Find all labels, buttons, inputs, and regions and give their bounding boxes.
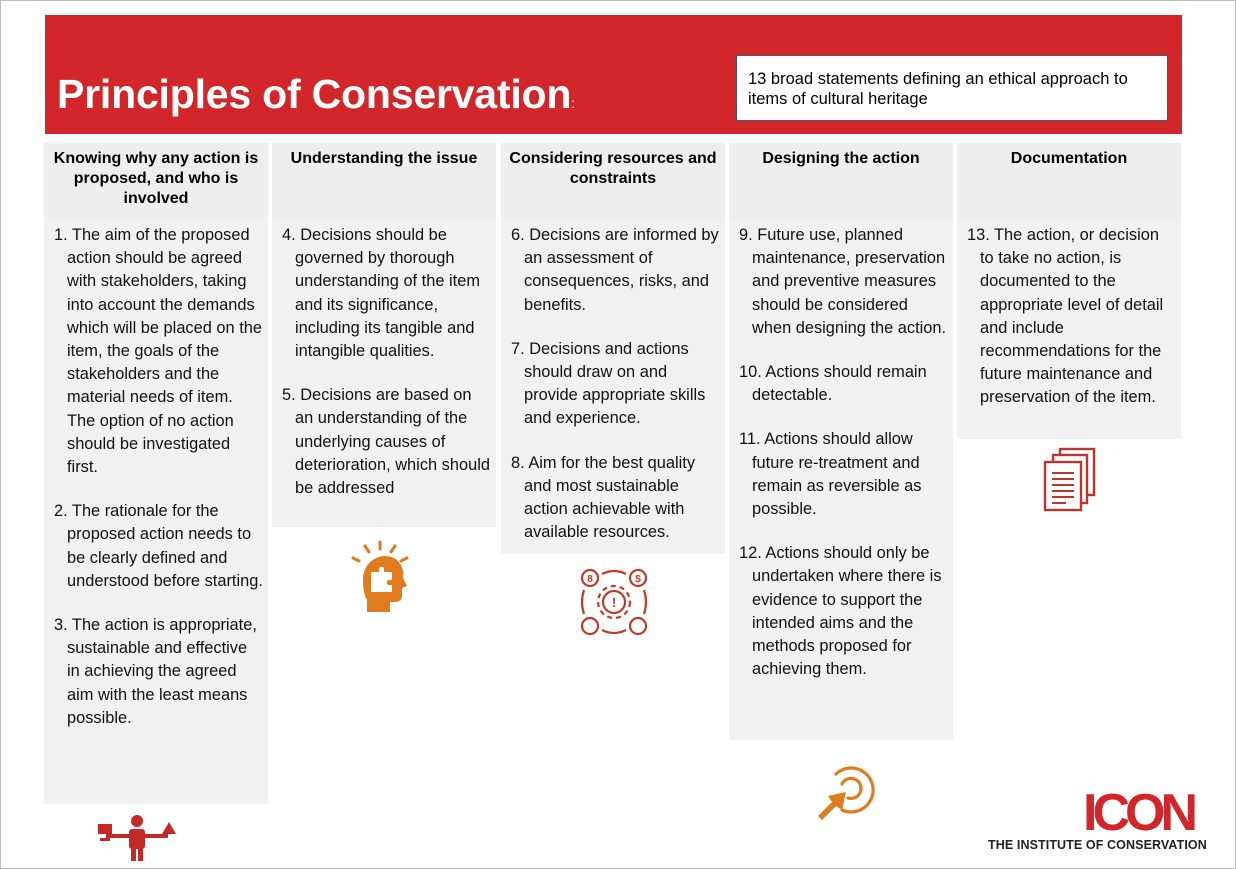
resources-cycle-icon	[578, 566, 650, 638]
principle-3: 3. The action is appropriate, sustainable and effective in achieving the agreed aim with the least means possible.	[54, 616, 257, 727]
header-banner	[45, 15, 1182, 134]
column-body-2	[272, 218, 496, 527]
principle-8: 8. Aim for the best quality and most sustainable action achievable with available resources.	[511, 453, 696, 542]
principle-10: 10. Actions should remain detectable.	[739, 363, 927, 405]
head-puzzle-icon	[345, 540, 415, 614]
column-heading-1: Knowing why any action is proposed, and who is involved	[44, 143, 268, 218]
principle-13: 13. The action, or decision to take no action, is documented to the appropriate level of detail and include recommendations for the future maintenance and preservation of the item.	[967, 226, 1164, 407]
svg-text:ICON: ICON	[1083, 789, 1193, 833]
principle-9: 9. Future use, planned maintenance, preservation and preventive measures should be considered when designing the action.	[739, 226, 947, 337]
svg-text:$: $	[635, 574, 641, 585]
subtitle-box: 13 broad statements defining an ethical approach to items of cultural heritage	[736, 55, 1168, 121]
icon-logo	[1083, 789, 1207, 833]
principle-2: 2. The rationale for the proposed action needs to be clearly defined and understood before starting.	[54, 502, 263, 590]
column-body-1	[44, 218, 268, 804]
principle-6: 6. Decisions are informed by an assessment of consequences, risks, and benefits.	[511, 226, 719, 314]
documents-icon	[1042, 447, 1098, 513]
column-heading-4: Designing the action	[729, 143, 953, 218]
column-heading-3: Considering resources and constraints	[501, 143, 725, 218]
principle-7: 7. Decisions and actions should draw on and provide appropriate skills and experience.	[511, 339, 706, 428]
column-body-5	[957, 218, 1181, 439]
target-cursor-icon	[814, 760, 876, 820]
column-body-3	[501, 218, 725, 554]
stakeholders-balance-icon	[96, 814, 178, 862]
column-body-4	[729, 218, 953, 740]
principle-1: 1. The aim of the proposed action should be agreed with stakeholders, taking into account the demands which will be placed on the item, the goals of the stakeholders and the material needs of item. The option of no action should be investigated first.	[54, 226, 262, 477]
organisation-name: THE INSTITUTE OF CONSERVATION	[988, 838, 1207, 852]
svg-text:8: 8	[587, 574, 593, 585]
page-title: Principles of Conservation:	[57, 71, 575, 117]
column-heading-2: Understanding the issue	[272, 143, 496, 218]
svg-text:!: !	[611, 595, 617, 610]
column-heading-5: Documentation	[957, 143, 1181, 218]
principle-12: 12. Actions should only be undertaken where there is evidence to support the intended aims and the methods proposed for achieving them.	[739, 544, 942, 679]
principle-5: 5. Decisions are based on an understanding of the underlying causes of deterioration, which should be addressed	[282, 386, 490, 498]
principle-4: 4. Decisions should be governed by thorough understanding of the item and its significance, including its tangible and intangible qualities.	[282, 226, 480, 361]
principle-11: 11. Actions should allow future re-treatment and remain as reversible as possible.	[739, 430, 922, 519]
